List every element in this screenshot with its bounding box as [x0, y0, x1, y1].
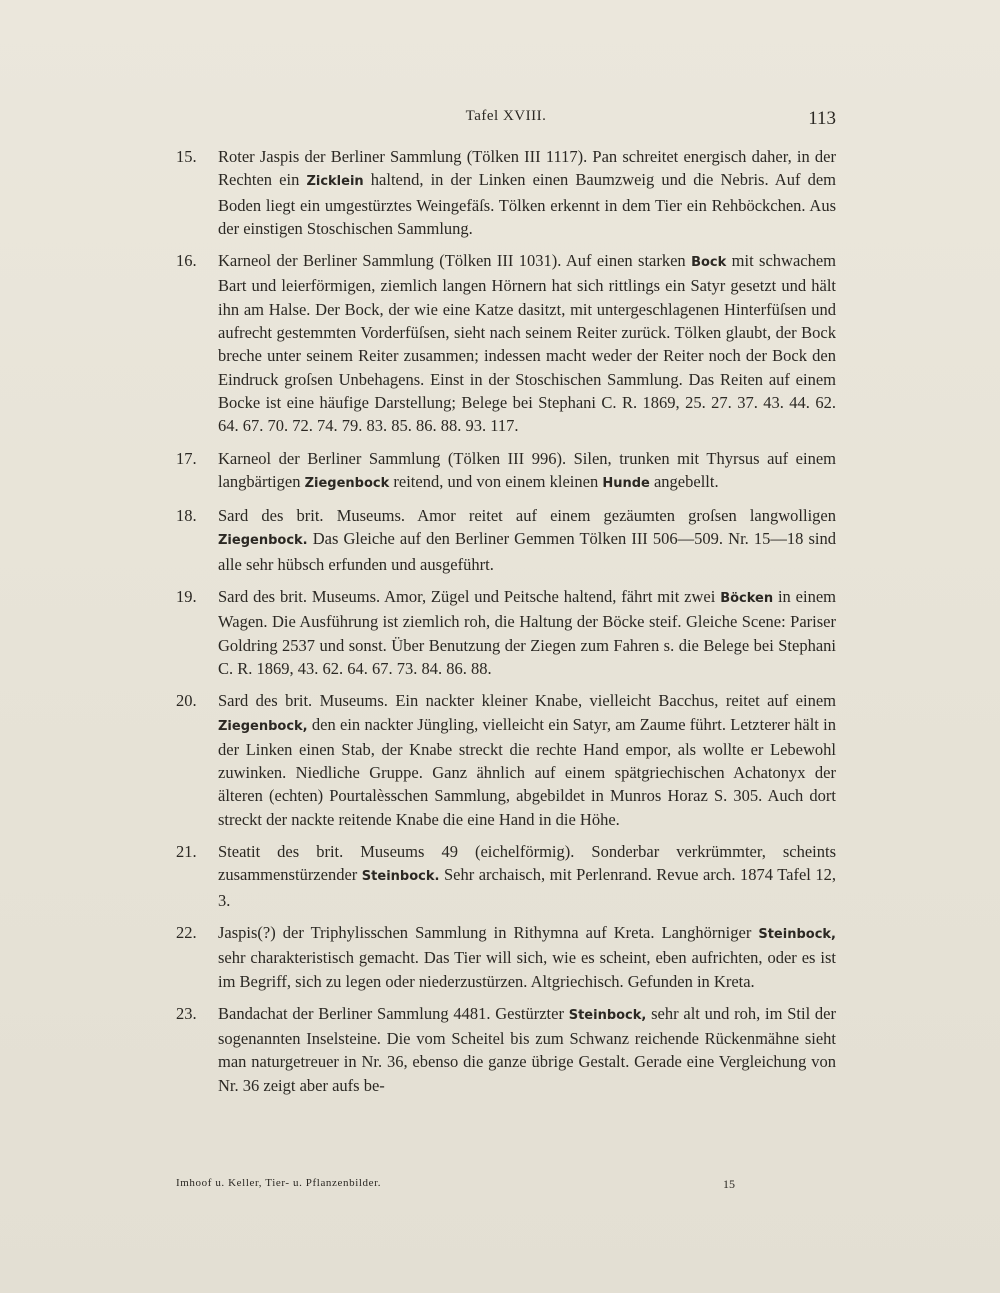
catalogue-entry [176, 921, 836, 993]
entry-number: 21. [176, 842, 197, 862]
keyword: Steinbock, [758, 926, 836, 942]
entry-text [218, 840, 836, 912]
text-span: Karneol der Berliner Sammlung (Tölken III 1031). Auf einen starken [218, 251, 692, 271]
catalogue-entry [176, 249, 836, 437]
text-span: Das Gleiche auf den Berliner Gemmen Tölken III 506—509. Nr. 15—18 sind alle sehr hübsch erfunden und ausgeführt. [218, 529, 836, 574]
catalogue-entry [176, 145, 836, 240]
text-span: mit schwachem Bart und leierförmigen, ziemlich langen Hörnern hat sich rittlings ein Satyr gesetzt und hält ihn am Halse. Der Bock, der wie eine Katze dasitzt, mit untergeschlagenen Hinterfüſsen und aufrecht gestemmten Vorderfüſsen, sieht nach seinem Reiter zurück. Tölken glaubt, der Bock breche unter seinem Reiter zusammen; indessen macht weder der Reiter noch der Bock den Eindruck groſsen Unbehagens. Einst in der Stoschischen Sammlung. Das Reiten auf einem Bocke ist eine häufige Darstellung; Belege bei Stephani C. R. 1869, 25. 27. 37. 43. 44. 62. 64. 67. 70. 72. 74. 79. 83. 85. 86. 88. 93. 117. [218, 251, 836, 436]
entry-number: 22. [176, 922, 197, 942]
entry-number: 18. [176, 506, 197, 526]
text-span: sehr alt und roh, im Stil der sogenannten Inselsteine. Die vom Scheitel bis zum Schwanz reichende Rückenmähne sieht man naturgetreuer in Nr. 36, ebenso die ganze übrige Gestalt. Gerade eine Vergleichung von Nr. 36 zeigt aber aufs be- [218, 1003, 836, 1095]
text-span: Sard des brit. Museums. Amor reitet auf einem gezäumten groſsen langwolligen [218, 506, 836, 526]
text-span: Jaspis(?) der Triphylisschen Sammlung in Rithymna auf Kreta. Langhörniger [218, 922, 759, 942]
keyword: Ziegenbock, [218, 718, 308, 734]
keyword: Steinbock, [568, 1007, 647, 1023]
keyword: Hunde [602, 475, 650, 491]
entry-number: 16. [176, 251, 197, 271]
keyword: Ziegenbock [304, 475, 390, 491]
text-span: den ein nackter Jüngling, vielleicht ein Satyr, am Zaume führt. Letzterer hält in der Linken einen Stab, der Knabe streckt die rechte Hand empor, als wollte er Lebewohl zuwinken. Niedliche Gruppe. Ganz ähnlich auf einem spätgriechischen Achatonyx der älteren (echten) Pourtalèsschen Sammlung, abgebildet in Munros Horaz S. 305. Auch dort streckt der nackte reitende Knabe die eine Hand in die Höhe. [218, 714, 836, 829]
catalogue-entry [176, 1002, 836, 1097]
entry-text [218, 1002, 836, 1097]
footer-attribution: Imhoof u. Keller, Tier- u. Pflanzenbilder. [176, 1177, 382, 1189]
keyword: Bock [691, 255, 727, 271]
keyword: Ziegenbock. [218, 533, 308, 549]
text-span: sehr charakteristisch gemacht. Das Tier will sich, wie es scheint, eben aufrichten, oder es ist im Begriff, sich zu legen oder niederzustürzen. Altgriechisch. Gefunden in Kreta. [218, 948, 836, 991]
text-span: Sehr archaisch, mit Perlenrand. Revue arch. 1874 Tafel 12, 3. [218, 865, 836, 910]
entry-text [218, 921, 836, 993]
text-span: Sard des brit. Museums. Ein nackter kleiner Knabe, vielleicht Bacchus, reitet auf einem [218, 691, 836, 711]
entry-number: 15. [176, 147, 197, 166]
text-span: Karneol der Berliner Sammlung (Tölken III 996). Silen, trunken mit Thyrsus auf einem langbärtigen [218, 448, 836, 491]
text-span: in einem Wagen. Die Ausführung ist ziemlich roh, die Haltung der Böcke steif. Gleiche Scene: Pariser Goldring 2537 und sonst. Über Benutzung der Ziegen zum Fahren s. die Belege bei Stephani C. R. 1869, 43. 62. 64. 67. 73. 84. 86. 88. [218, 587, 836, 678]
text-span: Sard des brit. Museums. Amor, Zügel und Peitsche haltend, fährt mit zwei [218, 587, 721, 607]
catalogue-entry [176, 689, 836, 831]
entry-text [218, 585, 836, 680]
keyword: Böcken [720, 591, 774, 607]
entry-text [218, 249, 836, 437]
entry-number: 17. [176, 448, 197, 468]
running-head [176, 108, 836, 138]
keyword: Steinbock. [361, 869, 440, 885]
keyword: Zicklein [306, 174, 364, 190]
catalogue-entries [176, 145, 836, 1106]
catalogue-entry [176, 585, 836, 680]
entry-text [218, 145, 836, 240]
text-span: angebellt. [649, 471, 719, 491]
text-span: haltend, in der Linken einen Baumzweig und die Nebris. Auf dem Boden liegt ein umgestürztes Weingefäſs. Tölken erkennt in dem Tier ein Rehböckchen. Aus der einstigen Stoschischen Sammlung. [218, 170, 836, 238]
text-span: Steatit des brit. Museums 49 (eichelförmig). Sonderbar verkrümmter, scheints zusammenstürzender [218, 842, 836, 885]
entry-text [218, 447, 836, 496]
page-footer [176, 1177, 836, 1197]
text-span: Roter Jaspis der Berliner Sammlung (Tölken III 1117). Pan schreitet energisch daher, in der Rechten ein [218, 147, 836, 190]
entry-text [218, 504, 836, 576]
entry-number: 19. [176, 587, 197, 607]
entry-number: 23. [176, 1003, 197, 1023]
plate-title: Tafel XVIII. [465, 108, 547, 124]
catalogue-entry [176, 447, 836, 496]
catalogue-entry [176, 840, 836, 912]
page-number: 113 [808, 108, 836, 129]
signature-mark: 15 [723, 1177, 735, 1191]
catalogue-entry [176, 504, 836, 576]
entry-number: 20. [176, 691, 197, 711]
text-span: reitend, und von einem kleinen [389, 471, 603, 491]
entry-text [218, 689, 836, 831]
text-span: Bandachat der Berliner Sammlung 4481. Gestürzter [218, 1003, 569, 1023]
